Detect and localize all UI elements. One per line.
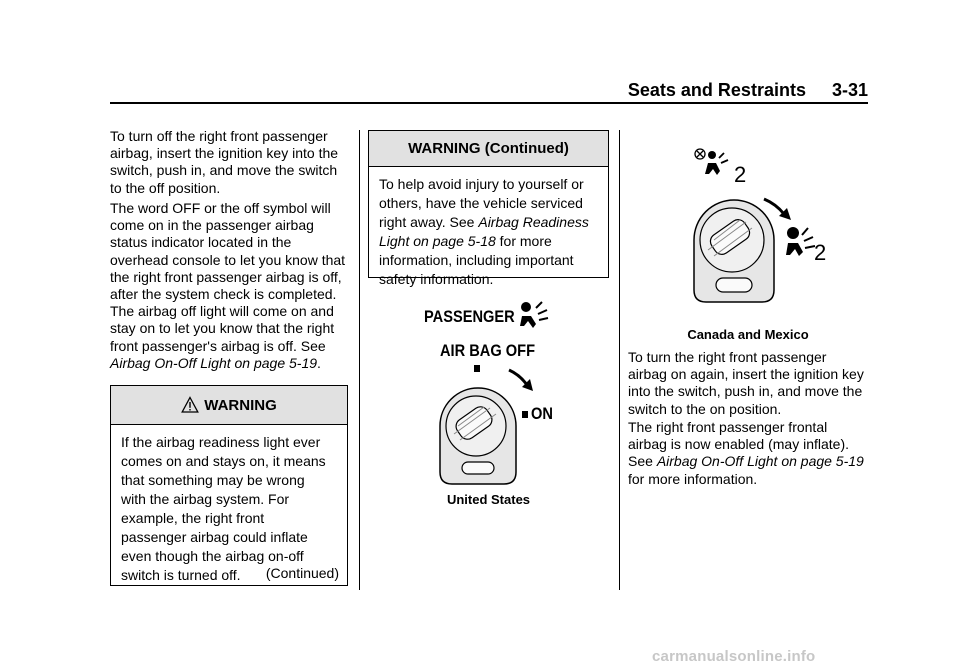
off-position-marker — [474, 365, 480, 372]
warning-body: If the airbag readiness light ever comes on and stays on, it means that something may be wrong with the airbag system. For example, the right front passenger airbag could inflate even though the airbag on-off switch is turned off. — [121, 434, 326, 583]
warning-box — [110, 385, 348, 586]
cross-reference-link[interactable]: Airbag Readiness Light on page 5-18 — [379, 214, 589, 249]
on-position-marker — [522, 411, 528, 418]
figure-caption-us: United States — [446, 492, 531, 507]
paragraph-turn-off: To turn off the right front passenger airbag, insert the ignition key into the switch, push in, and move the switch to the off position. — [110, 128, 339, 196]
airbag-switch-icon — [686, 194, 782, 306]
warning-header — [111, 386, 347, 425]
page-number: 3-31 — [831, 80, 868, 100]
section-title: Seats and Restraints — [627, 80, 806, 100]
figure-caption-canada: Canada and Mexico — [687, 327, 809, 342]
seat-number-top: 2 — [734, 162, 747, 187]
passenger-label: PASSENGER — [424, 307, 515, 326]
seat-number-bottom: 2 — [814, 240, 827, 265]
column-divider-2 — [619, 130, 620, 590]
warning-title: WARNING — [204, 396, 277, 414]
running-header — [628, 80, 868, 101]
warning-icon — [181, 396, 199, 414]
cross-reference-link[interactable]: Airbag On-Off Light on page 5-19 — [656, 453, 864, 470]
paragraph-turn-on: To turn the right front passenger airbag on again, insert the ignition key into the switch, push in, and move the switch to the on position. — [628, 349, 864, 417]
passenger-seat-icon — [518, 298, 554, 332]
passenger-off-seat-icon — [694, 148, 738, 188]
canada-switch-figure — [680, 148, 840, 310]
cross-reference-link[interactable]: Airbag On-Off Light on page 5-19 — [110, 354, 318, 371]
continued-label: (Continued) — [265, 565, 339, 581]
header-rule — [110, 102, 868, 104]
column-divider-1 — [359, 130, 360, 590]
paragraph-enabled: The right front passenger frontal airbag is now enabled (may inflate). See Airbag On-Off Light on page 5-19 for more information. — [628, 419, 864, 487]
airbag-off-label: AIR BAG OFF — [440, 341, 536, 360]
airbag-switch-icon — [432, 382, 522, 488]
warning-continued-box — [368, 130, 609, 287]
watermark: carmanualsonline.info — [652, 648, 816, 665]
warning-continued-header: WARNING (Continued) — [369, 131, 608, 167]
on-label: ON — [531, 404, 553, 423]
us-switch-figure — [418, 298, 578, 488]
paragraph-off-indicator: The word OFF or the off symbol will come on in the passenger airbag status indicator located in the overhead console to let you know that the right front passenger airbag is off, after the system check is completed. The airbag off light will come on and stay on to let you know that the right front passenger's airbag is off. See Airbag On-Off Light on page 5-19. — [110, 200, 346, 371]
warning-continued-body: To help avoid injury to yourself or others, have the vehicle serviced right away. See Airbag Readiness Light on page 5-18 for more information, including important safety information. — [379, 176, 589, 287]
